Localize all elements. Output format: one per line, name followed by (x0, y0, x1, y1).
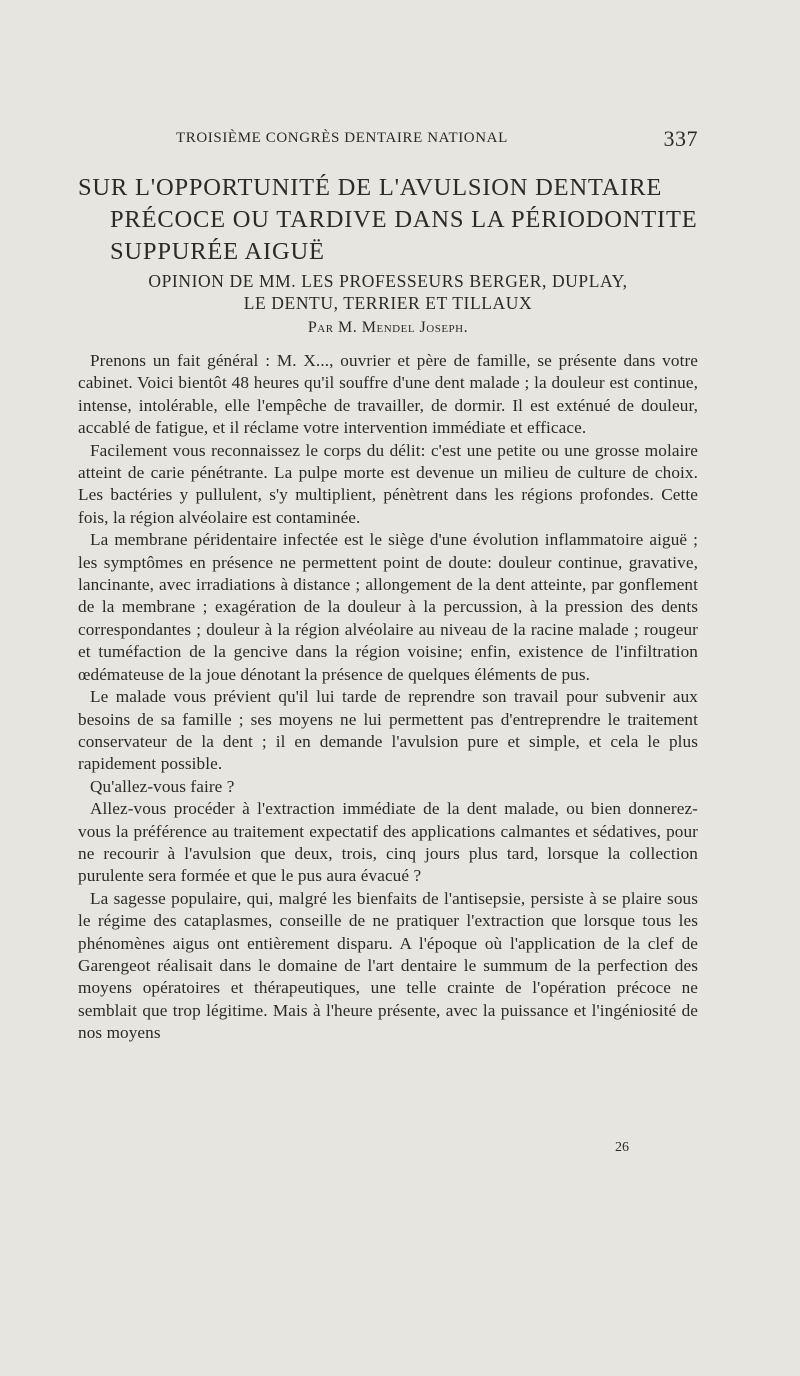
paragraph: Prenons un fait général : M. X..., ouvrier et père de famille, se présente dans votre cabinet. Voici bientôt 48 heures qu'il souffre d'une dent malade ; la douleur est continue, intense, intolérable, elle l'empêche de travailler, de dormir. Il est exténué de douleur, accablé de fatigue, et il réclame votre intervention immédiate et efficace. (78, 351, 698, 438)
article-body (78, 350, 698, 1045)
article-title (78, 172, 698, 268)
running-title: TROISIÈME CONGRÈS DENTAIRE NATIONAL (176, 130, 508, 146)
page-number: 337 (663, 126, 698, 151)
subtitle-line: LE DENTU, TERRIER ET TILLAUX (243, 293, 533, 313)
paragraph: La membrane péridentaire infectée est le siège d'une évolution inflammatoire aiguë ; les symptômes en présence ne permettent point de doute: douleur continue, gravative, lancinante, avec irradiations à distance ; allongement de la dent atteinte, par gonflement de la membrane ; exagération de la douleur à la percussion, à la pression des dents correspondantes ; douleur à la région alvéolaire au niveau de la racine malade ; rougeur et tuméfaction de la gencive dans la région voisine; enfin, existence de l'infiltration œdémateuse de la joue dénotant la présence de quelques éléments de pus. (78, 530, 698, 684)
title-line: SUPPURÉE AIGUË (110, 238, 325, 265)
title-line: SUR L'OPPORTUNITÉ DE L'AVULSION DENTAIRE (78, 174, 663, 201)
paragraph: Le malade vous prévient qu'il lui tarde de reprendre son travail pour subvenir aux besoins de sa famille ; ses moyens ne lui permettent pas d'entreprendre le traitement conservateur de la dent ; il en demande l'avulsion pure et simple, et cela le plus rapidement possible. (78, 687, 698, 774)
subtitle-line: OPINION DE MM. LES PROFESSEURS BERGER, DUPLAY, (148, 271, 628, 291)
author-byline: Par M. Mendel Joseph. (307, 319, 469, 336)
paragraph: Allez-vous procéder à l'extraction immédiate de la dent malade, ou bien donnerez-vous la préférence au traitement expectatif des applications calmantes et sédatives, pour ne recourir à l'avulsion que deux, trois, cinq jours plus tard, lorsque la collection purulente sera formée et que le pus aura évacué ? (78, 799, 698, 886)
paragraph: La sagesse populaire, qui, malgré les bienfaits de l'antisepsie, persiste à se plaire sous le régime des cataplasmes, conseille de ne pratiquer l'extraction que lorsque tous les phénomènes aigus ont entièrement disparu. A l'époque où l'application de la clef de Garengeot réalisait dans le domaine de l'art dentaire le summum de la perfection des moyens opératoires et thérapeutiques, une telle crainte de l'opération précoce ne semblait que trop légitime. Mais à l'heure présente, avec la puissance et l'ingéniosité de nos moyens (78, 888, 698, 1043)
paragraph: Qu'allez-vous faire ? (90, 776, 235, 796)
title-line: PRÉCOCE OU TARDIVE DANS LA PÉRIODONTITE (110, 206, 698, 233)
document-page (78, 0, 698, 1376)
running-header (78, 126, 698, 150)
article-subtitle (78, 270, 698, 314)
signature-mark: 26 (615, 1140, 629, 1155)
paragraph: Facilement vous reconnaissez le corps du délit: c'est une petite ou une grosse molaire atteint de carie pénétrante. La pulpe morte est devenue un milieu de culture de choix. Les bactéries y pullulent, s'y multiplient, pénètrent dans les régions profondes. Cette fois, la région alvéolaire est contaminée. (78, 440, 698, 527)
